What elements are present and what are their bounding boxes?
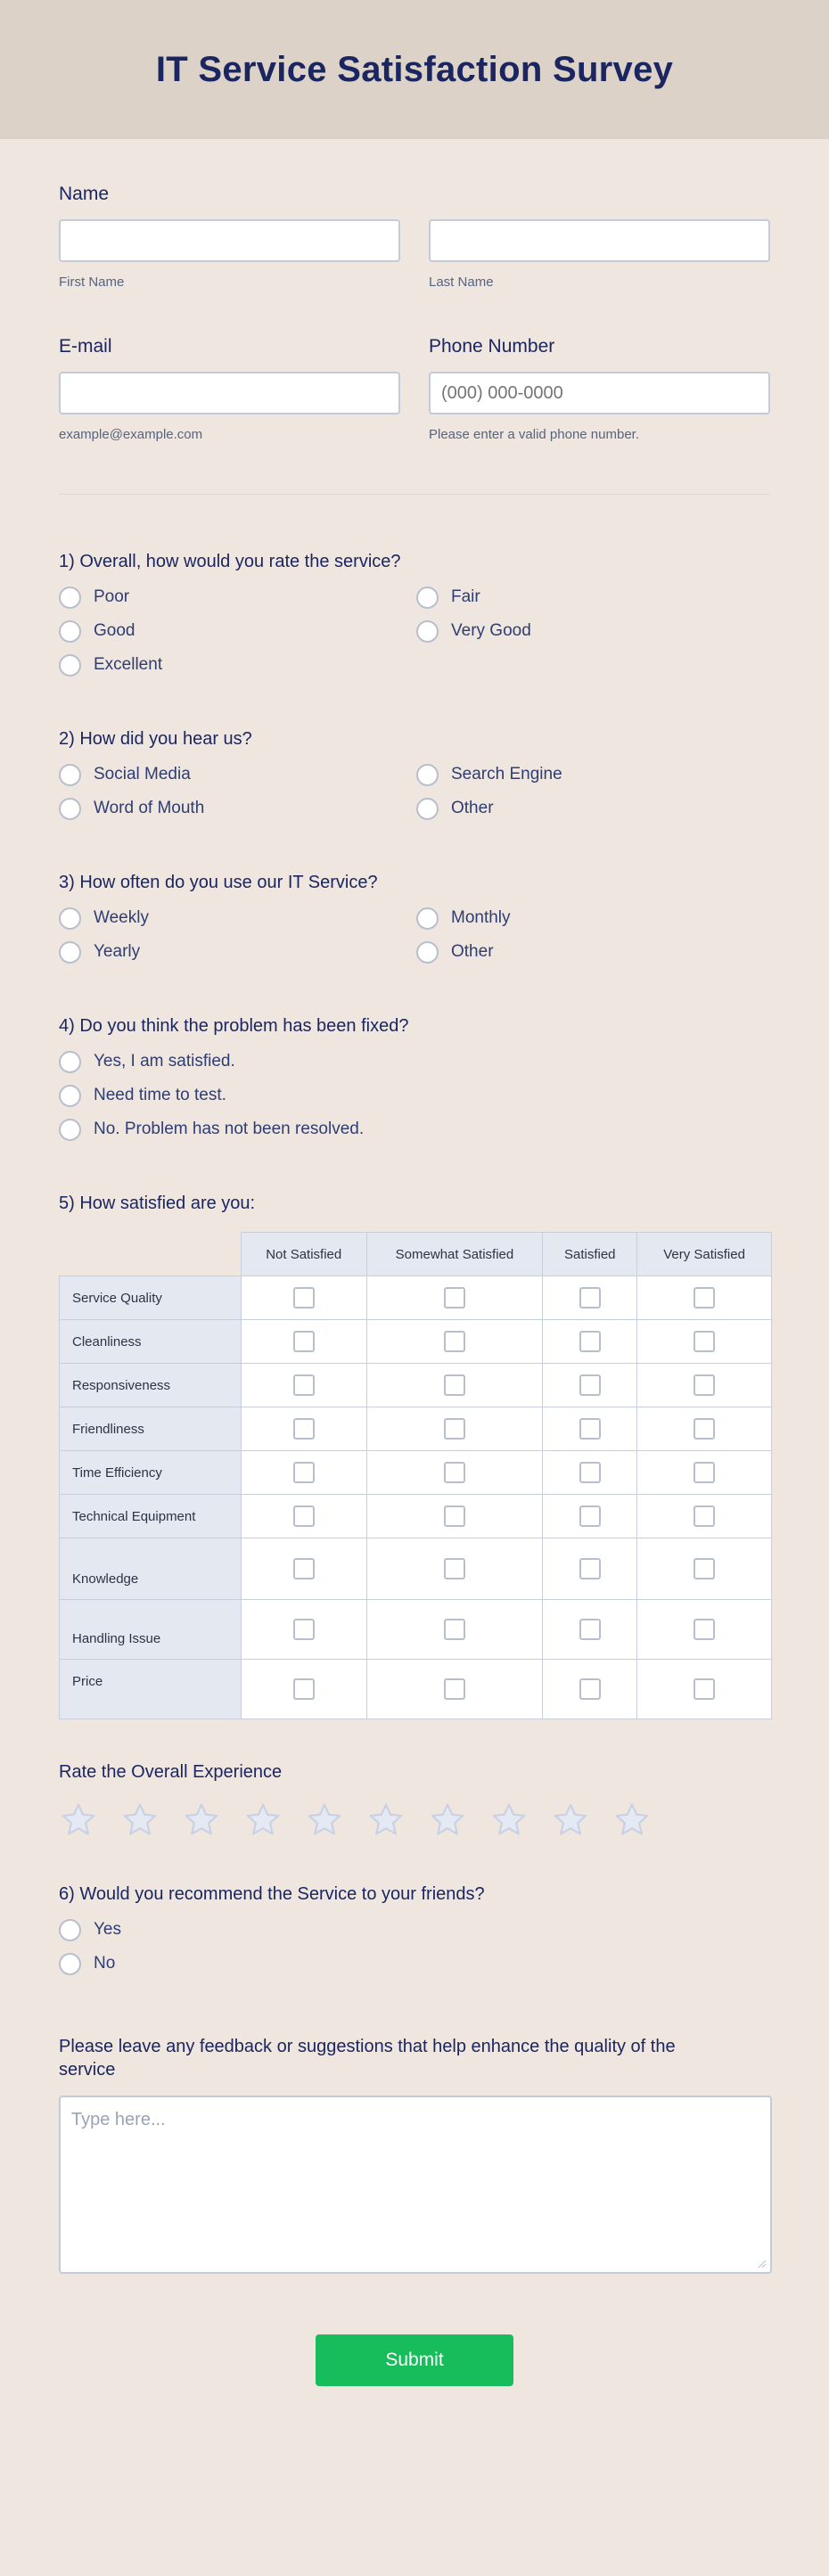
matrix-checkbox[interactable] — [293, 1558, 315, 1579]
matrix-row — [60, 1451, 772, 1495]
matrix-checkbox[interactable] — [444, 1619, 465, 1640]
matrix-body — [60, 1276, 772, 1719]
q1-label: 1) Overall, how would you rate the service? — [59, 552, 401, 571]
radio-button[interactable] — [59, 1051, 81, 1073]
radio-button[interactable] — [59, 1953, 81, 1975]
matrix-checkbox[interactable] — [579, 1505, 601, 1527]
matrix-cell — [241, 1451, 366, 1495]
matrix-checkbox[interactable] — [694, 1505, 715, 1527]
q4-options — [59, 1051, 770, 1140]
q2-option-social-media[interactable]: Social Media — [59, 764, 416, 785]
matrix-checkbox[interactable] — [579, 1418, 601, 1440]
matrix-checkbox[interactable] — [293, 1678, 315, 1700]
resize-grip-icon[interactable] — [758, 2260, 767, 2268]
matrix-checkbox[interactable] — [293, 1287, 315, 1309]
matrix-cell — [241, 1320, 366, 1364]
submit-button[interactable]: Submit — [316, 2334, 513, 2386]
q3-option-monthly[interactable]: Monthly — [416, 907, 774, 929]
matrix-cell — [637, 1320, 772, 1364]
q1-option-very-good[interactable]: Very Good — [416, 620, 774, 642]
matrix-col-header: Very Satisfied — [637, 1233, 772, 1276]
q6-label: 6) Would you recommend the Service to your friends? — [59, 1884, 485, 1904]
matrix-row-label: Handling Issue — [60, 1600, 242, 1660]
star-icon[interactable] — [612, 1801, 652, 1840]
matrix-cell — [637, 1600, 772, 1660]
radio-button[interactable] — [59, 620, 81, 643]
matrix-checkbox[interactable] — [694, 1619, 715, 1640]
matrix-cell — [241, 1276, 366, 1320]
q5-label: 5) How satisfied are you: — [59, 1194, 256, 1213]
radio-button[interactable] — [59, 1919, 81, 1941]
radio-button[interactable] — [416, 587, 439, 609]
matrix-cell — [241, 1660, 366, 1719]
q1-option-poor[interactable]: Poor — [59, 587, 416, 608]
matrix-row — [60, 1407, 772, 1451]
star-icon[interactable] — [489, 1801, 529, 1840]
radio-button[interactable] — [416, 941, 439, 964]
matrix-checkbox[interactable] — [579, 1558, 601, 1579]
matrix-row-label: Time Efficiency — [60, 1451, 242, 1495]
email-label: E-mail — [59, 336, 112, 357]
feedback-section — [59, 2035, 770, 2274]
matrix-checkbox[interactable] — [579, 1287, 601, 1309]
q3-option-other[interactable]: Other — [416, 941, 774, 963]
q4-label: 4) Do you think the problem has been fixed? — [59, 1016, 409, 1036]
q1-option-good[interactable]: Good — [59, 620, 416, 642]
q2-options — [59, 764, 770, 819]
section-divider — [59, 494, 770, 495]
q2-section — [59, 729, 770, 819]
q3-option-yearly[interactable]: Yearly — [59, 941, 416, 963]
q2-option-word-of-mouth[interactable]: Word of Mouth — [59, 798, 416, 819]
radio-button[interactable] — [416, 798, 439, 820]
phone-sublabel: Please enter a valid phone number. — [429, 427, 639, 442]
matrix-cell — [366, 1451, 543, 1495]
name-label: Name — [59, 184, 110, 204]
matrix-checkbox[interactable] — [293, 1331, 315, 1352]
matrix-cell — [637, 1538, 772, 1600]
star-icon[interactable] — [428, 1801, 467, 1840]
q1-section — [59, 552, 770, 676]
q4-option-need-time[interactable]: Need time to test. — [59, 1085, 773, 1106]
matrix-cell — [637, 1660, 772, 1719]
q6-option-no[interactable]: No — [59, 1953, 773, 1974]
matrix-checkbox[interactable] — [694, 1331, 715, 1352]
q4-section — [59, 1016, 770, 1140]
star-icon[interactable] — [120, 1801, 160, 1840]
matrix-cell — [241, 1538, 366, 1600]
radio-button[interactable] — [59, 764, 81, 786]
radio-button[interactable] — [59, 941, 81, 964]
matrix-cell — [366, 1364, 543, 1407]
matrix-cell — [543, 1320, 637, 1364]
phone-field[interactable] — [429, 372, 770, 414]
q2-label: 2) How did you hear us? — [59, 729, 252, 749]
radio-button[interactable] — [416, 764, 439, 786]
matrix-row — [60, 1495, 772, 1538]
matrix-cell — [366, 1600, 543, 1660]
matrix-checkbox[interactable] — [694, 1558, 715, 1579]
first-name-input[interactable] — [59, 219, 400, 262]
matrix-row-label: Price — [60, 1660, 242, 1719]
star-icon[interactable] — [59, 1801, 98, 1840]
matrix-col-header: Somewhat Satisfied — [366, 1233, 543, 1276]
matrix-corner — [60, 1233, 242, 1276]
matrix-cell — [543, 1538, 637, 1600]
matrix-checkbox[interactable] — [694, 1287, 715, 1309]
matrix-checkbox[interactable] — [293, 1462, 315, 1483]
satisfaction-matrix — [59, 1232, 772, 1719]
page-title: IT Service Satisfaction Survey — [155, 49, 674, 89]
radio-button[interactable] — [59, 587, 81, 609]
matrix-row — [60, 1320, 772, 1364]
matrix-row-label: Friendliness — [60, 1407, 242, 1451]
feedback-label: Please leave any feedback or suggestions that help enhance the quality of the service — [59, 2037, 676, 2080]
matrix-cell — [637, 1407, 772, 1451]
q4-option-not-resolved[interactable]: No. Problem has not been resolved. — [59, 1119, 773, 1140]
matrix-row-label: Cleanliness — [60, 1320, 242, 1364]
matrix-checkbox[interactable] — [293, 1374, 315, 1396]
q2-option-other[interactable]: Other — [416, 798, 774, 819]
phone-label: Phone Number — [429, 336, 555, 357]
matrix-cell — [241, 1600, 366, 1660]
q3-options — [59, 907, 770, 963]
matrix-cell — [543, 1364, 637, 1407]
matrix-cell — [241, 1495, 366, 1538]
rating-label: Rate the Overall Experience — [59, 1762, 283, 1782]
matrix-cell — [366, 1407, 543, 1451]
star-icon[interactable] — [366, 1801, 406, 1840]
name-section — [59, 139, 770, 290]
matrix-checkbox[interactable] — [444, 1418, 465, 1440]
matrix-checkbox[interactable] — [579, 1462, 601, 1483]
matrix-cell — [637, 1364, 772, 1407]
matrix-cell — [241, 1407, 366, 1451]
matrix-checkbox[interactable] — [444, 1505, 465, 1527]
matrix-checkbox[interactable] — [694, 1418, 715, 1440]
form-header — [0, 0, 829, 139]
matrix-row — [60, 1538, 772, 1600]
matrix-checkbox[interactable] — [579, 1374, 601, 1396]
star-rating — [59, 1801, 770, 1840]
q6-options — [59, 1919, 770, 1974]
radio-button[interactable] — [59, 907, 81, 930]
radio-button[interactable] — [416, 620, 439, 643]
feedback-textarea[interactable] — [59, 2096, 772, 2274]
matrix-cell — [366, 1660, 543, 1719]
email-field[interactable] — [59, 372, 400, 414]
q3-option-weekly[interactable]: Weekly — [59, 907, 416, 929]
matrix-cell — [241, 1364, 366, 1407]
matrix-cell — [366, 1276, 543, 1320]
matrix-checkbox[interactable] — [694, 1374, 715, 1396]
matrix-cell — [366, 1538, 543, 1600]
last-name-input[interactable] — [429, 219, 770, 262]
matrix-cell — [543, 1600, 637, 1660]
star-icon[interactable] — [182, 1801, 221, 1840]
q4-option-satisfied[interactable]: Yes, I am satisfied. — [59, 1051, 773, 1072]
q1-option-excellent[interactable]: Excellent — [59, 654, 416, 676]
matrix-cell — [543, 1495, 637, 1538]
radio-button[interactable] — [59, 1119, 81, 1141]
q2-option-search-engine[interactable]: Search Engine — [416, 764, 774, 785]
rating-section — [59, 1762, 770, 1840]
q5-section — [59, 1194, 770, 1719]
q6-section — [59, 1884, 770, 1974]
matrix-row — [60, 1600, 772, 1660]
matrix-checkbox[interactable] — [694, 1462, 715, 1483]
star-icon[interactable] — [305, 1801, 344, 1840]
radio-button[interactable] — [59, 798, 81, 820]
radio-button[interactable] — [59, 654, 81, 677]
matrix-cell — [543, 1451, 637, 1495]
matrix-cell — [637, 1451, 772, 1495]
feedback-placeholder: Type here... — [71, 2110, 166, 2129]
matrix-cell — [366, 1495, 543, 1538]
matrix-row-label: Technical Equipment — [60, 1495, 242, 1538]
matrix-row — [60, 1364, 772, 1407]
matrix-cell — [366, 1320, 543, 1364]
matrix-row-label: Service Quality — [60, 1276, 242, 1320]
matrix-checkbox[interactable] — [579, 1331, 601, 1352]
matrix-cell — [543, 1276, 637, 1320]
q3-section — [59, 873, 770, 963]
matrix-checkbox[interactable] — [293, 1505, 315, 1527]
contact-section — [59, 336, 770, 442]
matrix-checkbox[interactable] — [444, 1331, 465, 1352]
star-icon[interactable] — [243, 1801, 283, 1840]
matrix-cell — [543, 1407, 637, 1451]
matrix-checkbox[interactable] — [444, 1558, 465, 1579]
matrix-cell — [543, 1660, 637, 1719]
radio-button[interactable] — [59, 1085, 81, 1107]
matrix-checkbox[interactable] — [293, 1619, 315, 1640]
last-name-sublabel: Last Name — [429, 275, 494, 290]
radio-button[interactable] — [416, 907, 439, 930]
matrix-checkbox[interactable] — [444, 1678, 465, 1700]
first-name-sublabel: First Name — [59, 275, 125, 290]
submit-section — [59, 2334, 770, 2386]
matrix-checkbox[interactable] — [444, 1462, 465, 1483]
matrix-col-header: Not Satisfied — [241, 1233, 366, 1276]
star-icon[interactable] — [551, 1801, 590, 1840]
matrix-row-label: Responsiveness — [60, 1364, 242, 1407]
matrix-row — [60, 1660, 772, 1719]
email-sublabel: example@example.com — [59, 427, 203, 442]
q6-option-yes[interactable]: Yes — [59, 1919, 773, 1940]
matrix-checkbox[interactable] — [579, 1619, 601, 1640]
matrix-checkbox[interactable] — [444, 1287, 465, 1309]
q1-options — [59, 587, 770, 676]
survey-form — [0, 139, 829, 2386]
matrix-row — [60, 1276, 772, 1320]
matrix-checkbox[interactable] — [579, 1678, 601, 1700]
matrix-cell — [637, 1495, 772, 1538]
matrix-checkbox[interactable] — [444, 1374, 465, 1396]
matrix-col-header: Satisfied — [543, 1233, 637, 1276]
q3-label: 3) How often do you use our IT Service? — [59, 873, 378, 892]
matrix-checkbox[interactable] — [293, 1418, 315, 1440]
matrix-row-label: Knowledge — [60, 1538, 242, 1600]
q1-option-fair[interactable]: Fair — [416, 587, 774, 608]
matrix-cell — [637, 1276, 772, 1320]
matrix-checkbox[interactable] — [694, 1678, 715, 1700]
